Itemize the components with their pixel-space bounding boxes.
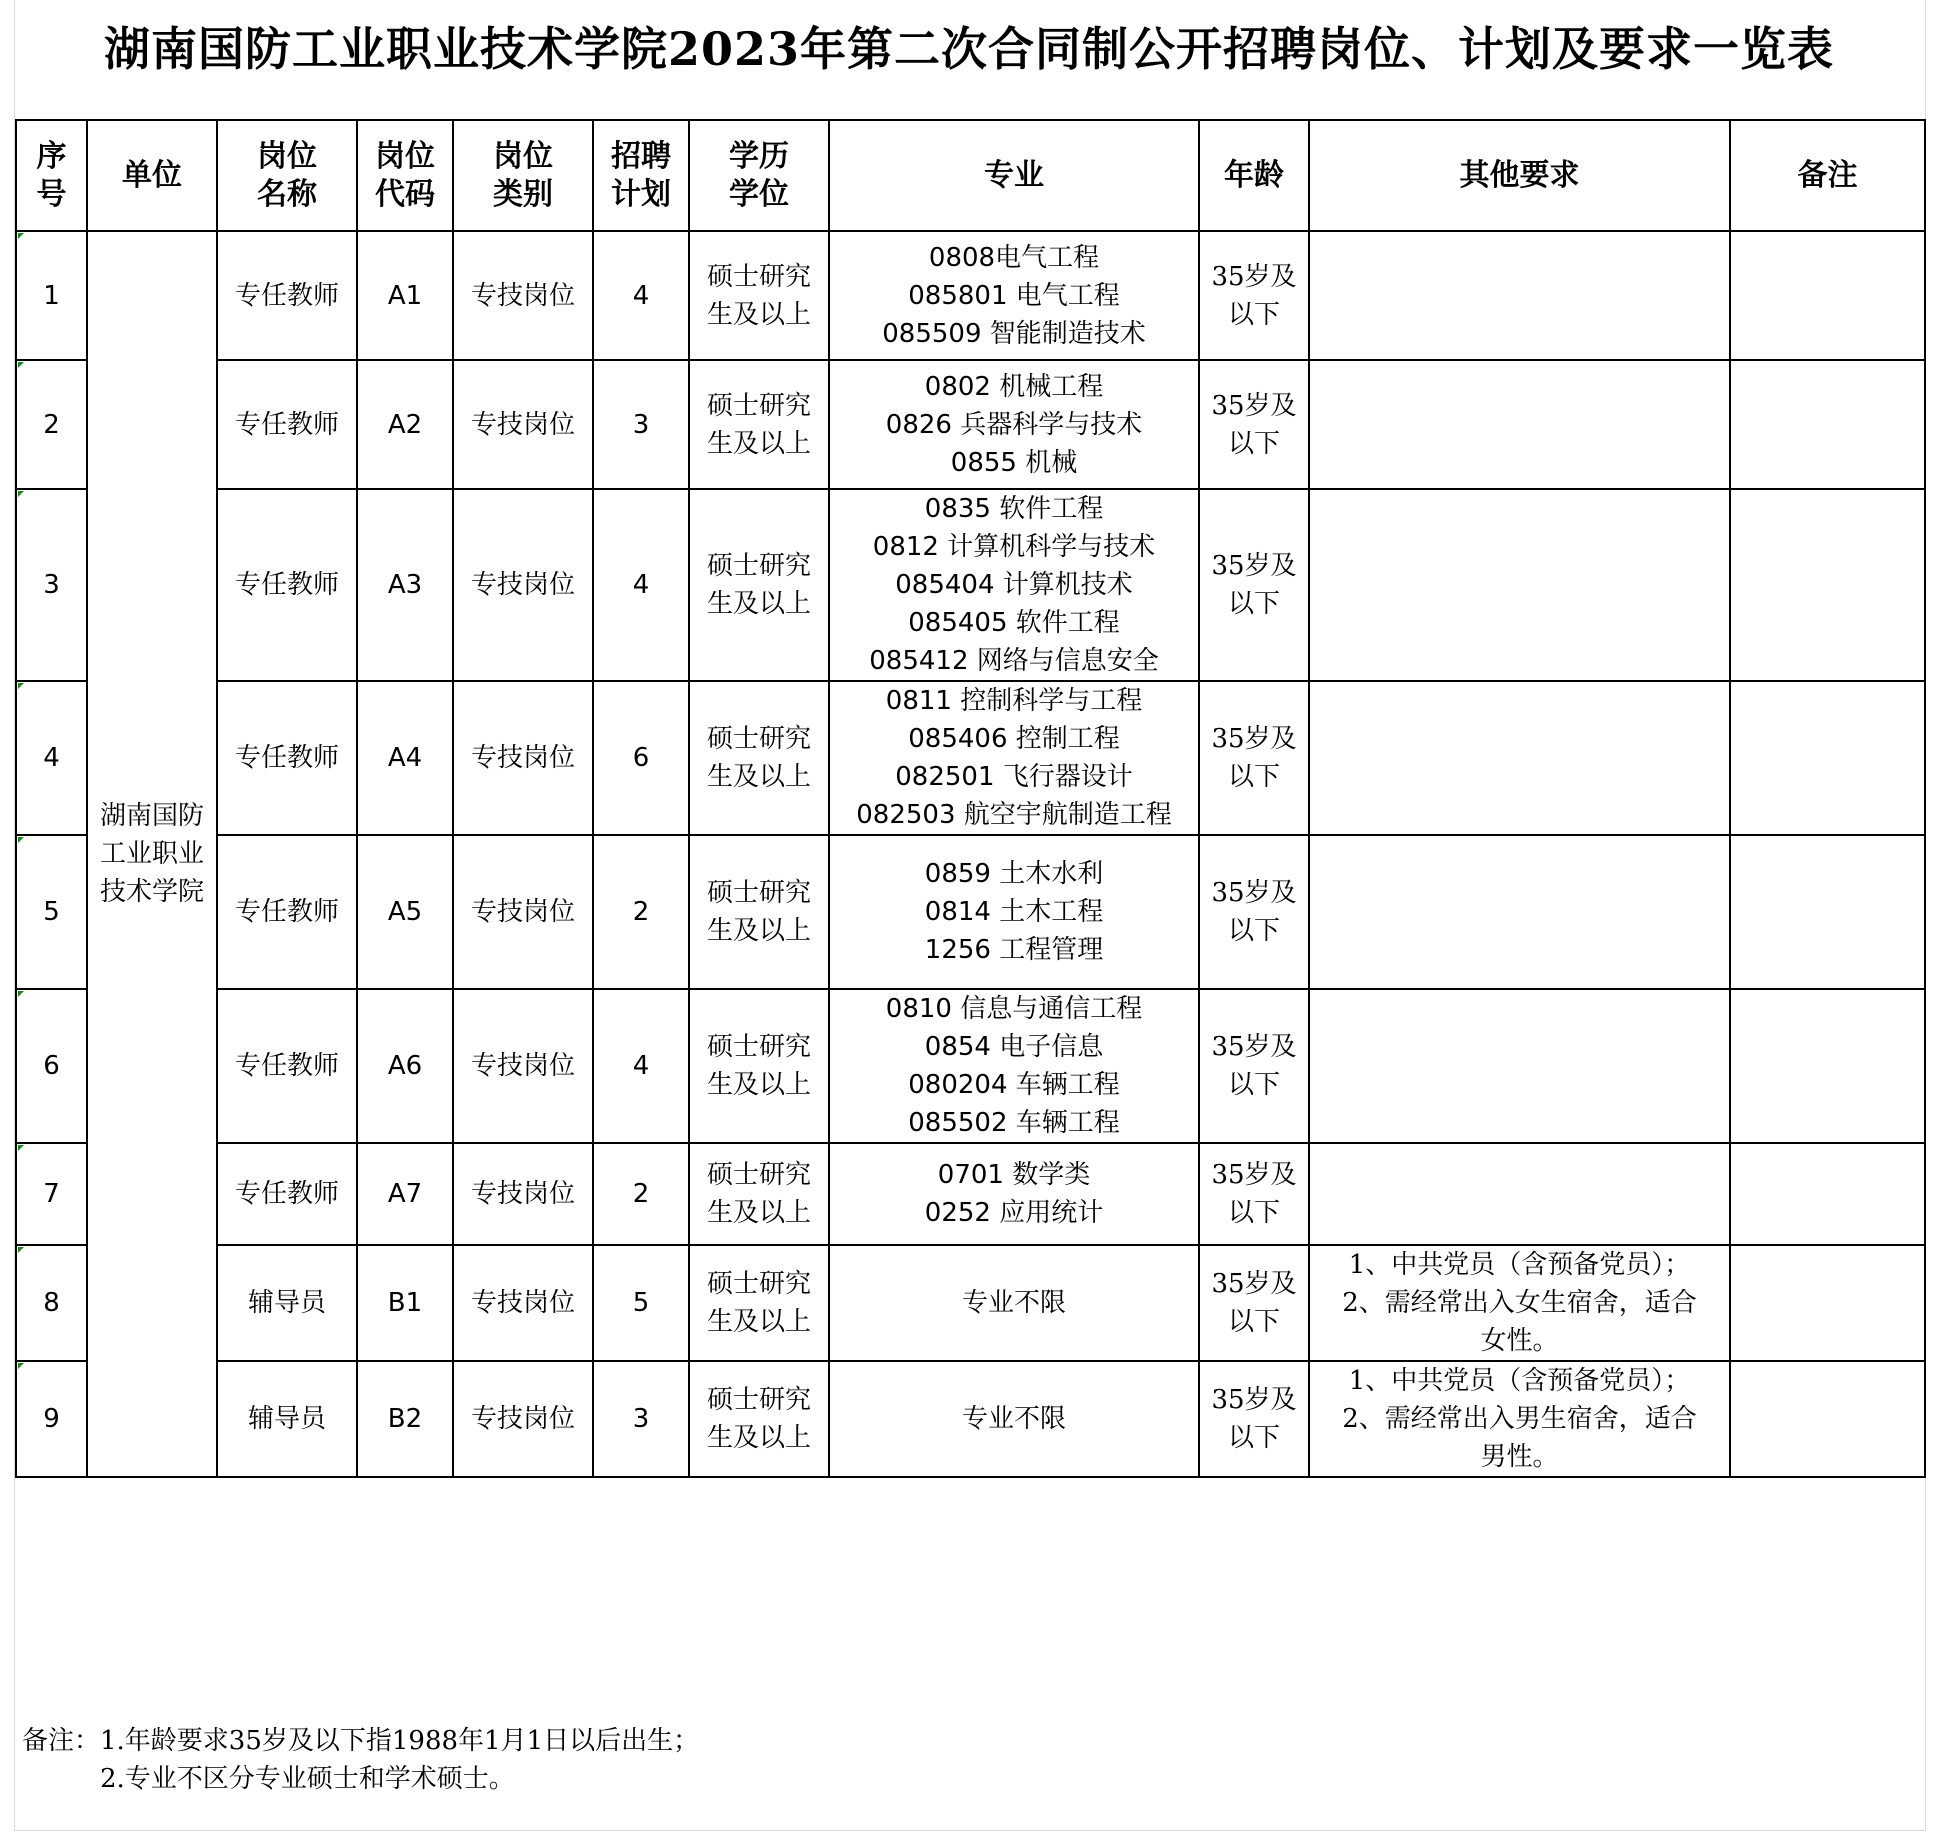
post-code: A3 bbox=[357, 489, 453, 681]
requirement-line: 2、需经常出入男生宿舍，适合 bbox=[1342, 1404, 1697, 1434]
header-remark bbox=[1730, 120, 1925, 231]
age-line: 35岁及 bbox=[1211, 878, 1297, 908]
header-text: 名称 bbox=[257, 176, 317, 212]
degree-line: 硕士研究 bbox=[706, 1160, 811, 1190]
header-major bbox=[829, 120, 1199, 231]
table-row bbox=[16, 1361, 1925, 1477]
unit-line: 湖南国防 bbox=[99, 801, 204, 831]
table-row bbox=[16, 360, 1925, 489]
header-text: 计划 bbox=[611, 176, 671, 212]
page-title: 湖南国防工业职业技术学院2023年第二次合同制公开招聘岗位、计划及要求一览表 bbox=[103, 22, 1835, 76]
age-line: 35岁及 bbox=[1211, 261, 1297, 292]
major-item: 0812 计算机科学与技术 bbox=[872, 532, 1156, 562]
post-code: A7 bbox=[357, 1143, 453, 1245]
degree-line: 生及以上 bbox=[706, 1070, 811, 1100]
age-line: 以下 bbox=[1227, 1198, 1280, 1228]
remark-cell bbox=[1730, 1245, 1925, 1361]
major-item: 0252 应用统计 bbox=[924, 1198, 1104, 1228]
row-number: 2 bbox=[16, 360, 87, 489]
recruit-plan: 3 bbox=[593, 1361, 689, 1477]
header-text: 学历 bbox=[729, 138, 789, 174]
degree-line: 生及以上 bbox=[706, 589, 811, 619]
major-item: 0808电气工程 bbox=[928, 242, 1100, 273]
remark-cell bbox=[1730, 1143, 1925, 1245]
header-text: 备注 bbox=[1797, 157, 1858, 193]
row-number: 8 bbox=[16, 1245, 87, 1361]
other-requirements bbox=[1309, 989, 1730, 1143]
degree-line: 生及以上 bbox=[706, 299, 811, 330]
header-post-name bbox=[217, 120, 357, 231]
degree-line: 硕士研究 bbox=[706, 1385, 811, 1415]
post-name: 专任教师 bbox=[217, 1143, 357, 1245]
post-category: 专技岗位 bbox=[453, 1143, 593, 1245]
post-code: B1 bbox=[357, 1245, 453, 1361]
major-item: 0701 数学类 bbox=[937, 1160, 1091, 1190]
major-item: 0859 土木水利 bbox=[924, 859, 1104, 889]
requirement-line: 男性。 bbox=[1480, 1442, 1559, 1472]
age-cell bbox=[1199, 360, 1309, 489]
degree-cell bbox=[689, 989, 829, 1143]
major-item: 085502 车辆工程 bbox=[908, 1108, 1120, 1138]
age-line: 35岁及 bbox=[1211, 1269, 1297, 1299]
age-cell bbox=[1199, 1361, 1309, 1477]
major-item: 085412 网络与信息安全 bbox=[869, 646, 1159, 676]
header-age bbox=[1199, 120, 1309, 231]
major-cell bbox=[829, 489, 1199, 681]
header-text: 类别 bbox=[493, 176, 553, 212]
major-cell bbox=[829, 1361, 1199, 1477]
header-text: 学位 bbox=[729, 176, 789, 212]
major-item: 专业不限 bbox=[961, 1404, 1066, 1434]
major-item: 0854 电子信息 bbox=[924, 1032, 1104, 1062]
recruit-plan: 3 bbox=[593, 360, 689, 489]
unit-line: 工业职业 bbox=[99, 839, 204, 869]
cell-indicator-icon bbox=[18, 683, 24, 689]
major-item: 085406 控制工程 bbox=[908, 724, 1120, 754]
post-category: 专技岗位 bbox=[453, 231, 593, 360]
post-category: 专技岗位 bbox=[453, 681, 593, 835]
age-line: 以下 bbox=[1227, 762, 1280, 792]
header-post-category bbox=[453, 120, 593, 231]
major-cell bbox=[829, 360, 1199, 489]
post-name: 专任教师 bbox=[217, 835, 357, 989]
major-item: 0802 机械工程 bbox=[924, 371, 1104, 402]
other-requirements bbox=[1309, 681, 1730, 835]
age-line: 35岁及 bbox=[1211, 551, 1297, 581]
major-item: 085404 计算机技术 bbox=[895, 570, 1133, 600]
other-requirements bbox=[1309, 1143, 1730, 1245]
cell-indicator-icon bbox=[18, 837, 24, 843]
major-item: 080204 车辆工程 bbox=[908, 1070, 1120, 1100]
header-unit bbox=[87, 120, 217, 231]
degree-line: 硕士研究 bbox=[706, 878, 811, 908]
degree-line: 硕士研究 bbox=[706, 1032, 811, 1062]
post-category: 专技岗位 bbox=[453, 1245, 593, 1361]
row-number: 9 bbox=[16, 1361, 87, 1477]
footnotes bbox=[22, 1722, 699, 1798]
requirement-line: 1、中共党员（含预备党员）； bbox=[1348, 1250, 1691, 1280]
cell-indicator-icon bbox=[18, 362, 24, 368]
degree-line: 生及以上 bbox=[706, 1198, 811, 1228]
age-line: 35岁及 bbox=[1211, 1160, 1297, 1190]
major-cell bbox=[829, 681, 1199, 835]
age-line: 以下 bbox=[1227, 916, 1280, 946]
remark-cell bbox=[1730, 835, 1925, 989]
recruit-plan: 4 bbox=[593, 231, 689, 360]
post-name: 专任教师 bbox=[217, 489, 357, 681]
header-text: 序 bbox=[36, 138, 67, 174]
row-number: 5 bbox=[16, 835, 87, 989]
requirement-line: 1、中共党员（含预备党员）； bbox=[1348, 1366, 1691, 1396]
age-cell bbox=[1199, 835, 1309, 989]
requirement-line: 2、需经常出入女生宿舍，适合 bbox=[1342, 1288, 1697, 1318]
header-plan bbox=[593, 120, 689, 231]
footnote-2: 2.专业不区分专业硕士和学术硕士。 bbox=[100, 1764, 515, 1794]
degree-line: 硕士研究 bbox=[706, 1269, 811, 1299]
header-text: 岗位 bbox=[257, 138, 317, 174]
header-text: 专业 bbox=[984, 157, 1044, 193]
other-requirements bbox=[1309, 489, 1730, 681]
header-other bbox=[1309, 120, 1730, 231]
post-code: A6 bbox=[357, 989, 453, 1143]
degree-cell bbox=[689, 1245, 829, 1361]
row-number: 4 bbox=[16, 681, 87, 835]
cell-indicator-icon bbox=[18, 1247, 24, 1253]
table-row bbox=[16, 835, 1925, 989]
post-category: 专技岗位 bbox=[453, 835, 593, 989]
other-requirements bbox=[1309, 231, 1730, 360]
age-line: 以下 bbox=[1227, 589, 1280, 619]
degree-cell bbox=[689, 1143, 829, 1245]
major-cell bbox=[829, 231, 1199, 360]
post-name: 辅导员 bbox=[217, 1361, 357, 1477]
row-number: 1 bbox=[16, 231, 87, 360]
table-body bbox=[16, 231, 1925, 1477]
recruit-plan: 4 bbox=[593, 989, 689, 1143]
major-item: 0814 土木工程 bbox=[924, 897, 1104, 927]
table-row bbox=[16, 231, 1925, 360]
age-cell bbox=[1199, 681, 1309, 835]
degree-line: 生及以上 bbox=[706, 916, 811, 946]
age-line: 35岁及 bbox=[1211, 390, 1297, 421]
age-cell bbox=[1199, 1245, 1309, 1361]
major-cell bbox=[829, 1143, 1199, 1245]
post-code: A4 bbox=[357, 681, 453, 835]
post-name: 专任教师 bbox=[217, 681, 357, 835]
major-item: 0826 兵器科学与技术 bbox=[885, 409, 1143, 440]
remark-cell bbox=[1730, 231, 1925, 360]
age-line: 以下 bbox=[1227, 299, 1280, 330]
table-row bbox=[16, 681, 1925, 835]
remark-cell bbox=[1730, 489, 1925, 681]
unit-cell bbox=[87, 231, 217, 1477]
recruit-plan: 4 bbox=[593, 489, 689, 681]
age-line: 35岁及 bbox=[1211, 1385, 1297, 1415]
header-row bbox=[16, 120, 1925, 231]
footnote-1: 备注：1.年龄要求35岁及以下指1988年1月1日以后出生； bbox=[22, 1726, 700, 1756]
major-item: 085405 软件工程 bbox=[908, 608, 1120, 638]
age-line: 以下 bbox=[1227, 1070, 1280, 1100]
age-cell bbox=[1199, 489, 1309, 681]
recruit-plan: 5 bbox=[593, 1245, 689, 1361]
header-text: 岗位 bbox=[493, 138, 553, 174]
age-cell bbox=[1199, 1143, 1309, 1245]
age-line: 以下 bbox=[1227, 1307, 1280, 1337]
table-row bbox=[16, 1245, 1925, 1361]
table-row bbox=[16, 489, 1925, 681]
major-item: 0810 信息与通信工程 bbox=[885, 994, 1143, 1024]
header-text: 号 bbox=[36, 176, 67, 212]
other-requirements bbox=[1309, 1245, 1730, 1361]
remark-cell bbox=[1730, 1361, 1925, 1477]
remark-cell bbox=[1730, 360, 1925, 489]
remark-cell bbox=[1730, 681, 1925, 835]
recruit-plan: 2 bbox=[593, 835, 689, 989]
row-number: 7 bbox=[16, 1143, 87, 1245]
major-item: 082501 飞行器设计 bbox=[895, 762, 1133, 792]
header-post-code bbox=[357, 120, 453, 231]
degree-line: 硕士研究 bbox=[706, 261, 811, 292]
major-cell bbox=[829, 989, 1199, 1143]
age-cell bbox=[1199, 231, 1309, 360]
cell-indicator-icon bbox=[18, 233, 24, 239]
major-item: 专业不限 bbox=[961, 1288, 1066, 1318]
other-requirements bbox=[1309, 835, 1730, 989]
post-name: 专任教师 bbox=[217, 360, 357, 489]
cell-indicator-icon bbox=[18, 491, 24, 497]
header-text: 其他要求 bbox=[1459, 157, 1580, 193]
header-text: 招聘 bbox=[611, 138, 671, 174]
age-line: 35岁及 bbox=[1211, 724, 1297, 754]
post-name: 专任教师 bbox=[217, 231, 357, 360]
table-row bbox=[16, 1143, 1925, 1245]
cell-indicator-icon bbox=[18, 1145, 24, 1151]
header-text: 年龄 bbox=[1224, 157, 1284, 193]
cell-indicator-icon bbox=[18, 991, 24, 997]
header-text: 岗位 bbox=[375, 138, 435, 174]
major-item: 085509 智能制造技术 bbox=[882, 318, 1146, 349]
header-no bbox=[16, 120, 87, 231]
row-number: 6 bbox=[16, 989, 87, 1143]
degree-cell bbox=[689, 360, 829, 489]
degree-cell bbox=[689, 1361, 829, 1477]
degree-line: 硕士研究 bbox=[706, 724, 811, 754]
header-text: 单位 bbox=[122, 157, 182, 193]
post-category: 专技岗位 bbox=[453, 489, 593, 681]
post-category: 专技岗位 bbox=[453, 989, 593, 1143]
post-category: 专技岗位 bbox=[453, 1361, 593, 1477]
recruit-plan: 2 bbox=[593, 1143, 689, 1245]
table-row bbox=[16, 989, 1925, 1143]
post-name: 专任教师 bbox=[217, 989, 357, 1143]
degree-cell bbox=[689, 231, 829, 360]
post-code: B2 bbox=[357, 1361, 453, 1477]
major-cell bbox=[829, 1245, 1199, 1361]
major-item: 085801 电气工程 bbox=[908, 280, 1120, 311]
degree-line: 生及以上 bbox=[706, 1423, 811, 1453]
post-name: 辅导员 bbox=[217, 1245, 357, 1361]
major-cell bbox=[829, 835, 1199, 989]
post-code: A1 bbox=[357, 231, 453, 360]
major-item: 082503 航空宇航制造工程 bbox=[856, 800, 1172, 830]
header-degree bbox=[689, 120, 829, 231]
requirement-line: 女性。 bbox=[1480, 1326, 1559, 1356]
header-text: 代码 bbox=[375, 176, 435, 212]
post-code: A5 bbox=[357, 835, 453, 989]
post-code: A2 bbox=[357, 360, 453, 489]
age-line: 以下 bbox=[1227, 1423, 1280, 1453]
degree-line: 硕士研究 bbox=[706, 390, 811, 421]
other-requirements bbox=[1309, 360, 1730, 489]
remark-cell bbox=[1730, 989, 1925, 1143]
degree-cell bbox=[689, 835, 829, 989]
recruit-plan: 6 bbox=[593, 681, 689, 835]
age-cell bbox=[1199, 989, 1309, 1143]
cell-indicator-icon bbox=[18, 1363, 24, 1369]
recruitment-table bbox=[15, 119, 1926, 1478]
post-category: 专技岗位 bbox=[453, 360, 593, 489]
major-item: 0811 控制科学与工程 bbox=[885, 686, 1143, 716]
major-item: 0855 机械 bbox=[950, 447, 1078, 478]
degree-line: 生及以上 bbox=[706, 428, 811, 459]
row-number: 3 bbox=[16, 489, 87, 681]
degree-cell bbox=[689, 489, 829, 681]
major-item: 0835 软件工程 bbox=[924, 494, 1104, 524]
degree-line: 生及以上 bbox=[706, 762, 811, 792]
degree-line: 生及以上 bbox=[706, 1307, 811, 1337]
degree-cell bbox=[689, 681, 829, 835]
other-requirements bbox=[1309, 1361, 1730, 1477]
age-line: 以下 bbox=[1227, 428, 1280, 459]
major-item: 1256 工程管理 bbox=[924, 935, 1104, 965]
degree-line: 硕士研究 bbox=[706, 551, 811, 581]
unit-line: 技术学院 bbox=[99, 877, 204, 907]
age-line: 35岁及 bbox=[1211, 1032, 1297, 1062]
